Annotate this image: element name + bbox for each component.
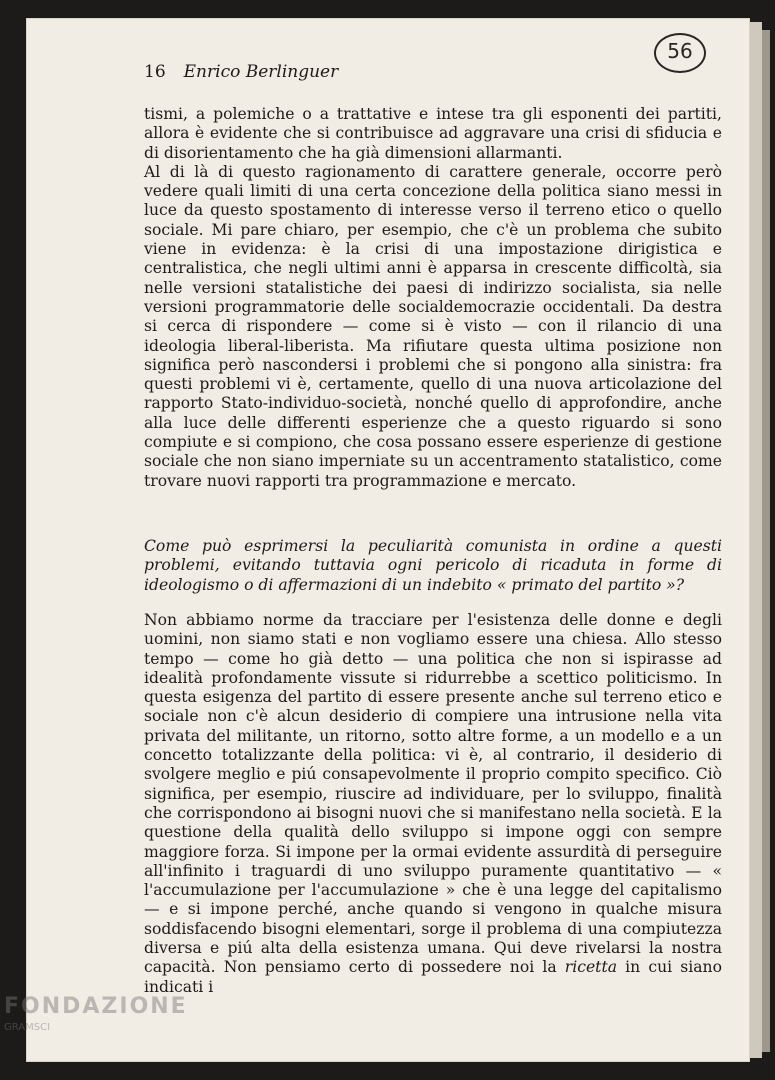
watermark-logo: FONDAZIONE: [4, 994, 188, 1019]
question-text: Come può esprimersi la peculiarità comunista in ordine a questi problemi, evitando tuttavia ogni pericolo di ricaduta in forme di ideologismo o di affermazioni di un indebito « primato del partito »?: [144, 537, 722, 594]
watermark-subtext: GRAMSCI: [4, 1022, 51, 1033]
archive-page-mark: [654, 33, 706, 73]
body-text: [144, 105, 722, 491]
running-author: Enrico Berlinguer: [183, 62, 339, 82]
running-header: [144, 62, 338, 82]
paragraph-1: tismi, a polemiche o a trattative e intese tra gli esponenti dei partiti, allora è evidente che si contribuisce ad aggravare una crisi di sfiducia e di disorientamento che ha già dimensioni allarmanti.: [144, 105, 722, 162]
archive-number: 56: [667, 39, 693, 63]
answer-emphasis: ricetta: [564, 958, 618, 977]
paragraph-2: Al di là di questo ragionamento di carattere generale, occorre però vedere quali limiti di una certa concezione della politica siano messi in luce da questo spostamento di interesse verso il terreno etico o quello sociale. Mi pare chiaro, per esempio, che c'è un problema che subito viene in evidenza: è la crisi di una impostazione dirigistica e centralistica, che negli ultimi anni è apparsa in crescente difficoltà, sia nelle versioni statalistiche dei paesi di indirizzo socialista, sia nelle versioni programmatorie delle socialdemocrazie occidentali. Da destra si cerca di rispondere — come si è visto — con il rilancio di una ideologia liberal-liberista. Ma rifiutare questa ultima posizione non significa però nascondersi i problemi che si pongono alla sinistra: fra questi problemi vi è, certamente, quello di una nuova articolazione del rapporto Stato-individuo-società, nonché quello di approfondire, anche alla luce delle differenti esperienze che a questo riguardo si sono compiute e si compiono, che cosa possano essere esperienze di gestione sociale che non siano imperniate su un accentramento statalistico, come trovare nuovi rapporti tra programmazione e mercato.: [144, 162, 722, 490]
page-edge: [750, 22, 762, 1058]
answer-paragraph: [144, 611, 722, 997]
answer-text-1: Non abbiamo norme da tracciare per l'esistenza delle donne e degli uomini, non siamo stati e non vogliamo essere una chiesa. Allo stesso tempo — come ho già detto — una politica che non si ispirasse ad idealità profondamente vissute si ridurrebbe a scettico politicismo. In questa esigenza del partito di essere presente anche sul terreno etico e sociale non c'è alcun desiderio di compiere una intrusione nella vita privata del militante, un ritorno, sotto altre forme, a un modello e a un concetto totalizzante della politica: vi è, al contrario, il desiderio di svolgere meglio e piú consapevolmente il proprio compito specifico. Ciò significa, per esempio, riuscire ad individuare, per lo sviluppo, finalità che corrispondono ai bisogni nuovi che si manifestano nella società. E la questione della qualità dello sviluppo si impone oggi con sempre maggiore forza. Si impone per la ormai evidente assurdità di perseguire all'infinito i traguardi di uno sviluppo puramente quantitativo — « l'accumulazione per l'accumulazione » che è una legge del capitalismo — e si impone perché, anche quando si vengono in qualche misura soddisfacendo bisogni elementari, sorge il problema di una compiutezza diversa e piú alta della esistenza umana. Qui deve rivelarsi la nostra capacità. Non pensiamo certo di possedere noi la: [144, 611, 722, 977]
interview-answer: [144, 611, 722, 997]
page-number: 16: [144, 62, 166, 82]
page-edge-shadow: [762, 30, 770, 1052]
answer-text-2: in cui siano indicati i: [144, 958, 722, 996]
interview-question: [144, 537, 722, 595]
